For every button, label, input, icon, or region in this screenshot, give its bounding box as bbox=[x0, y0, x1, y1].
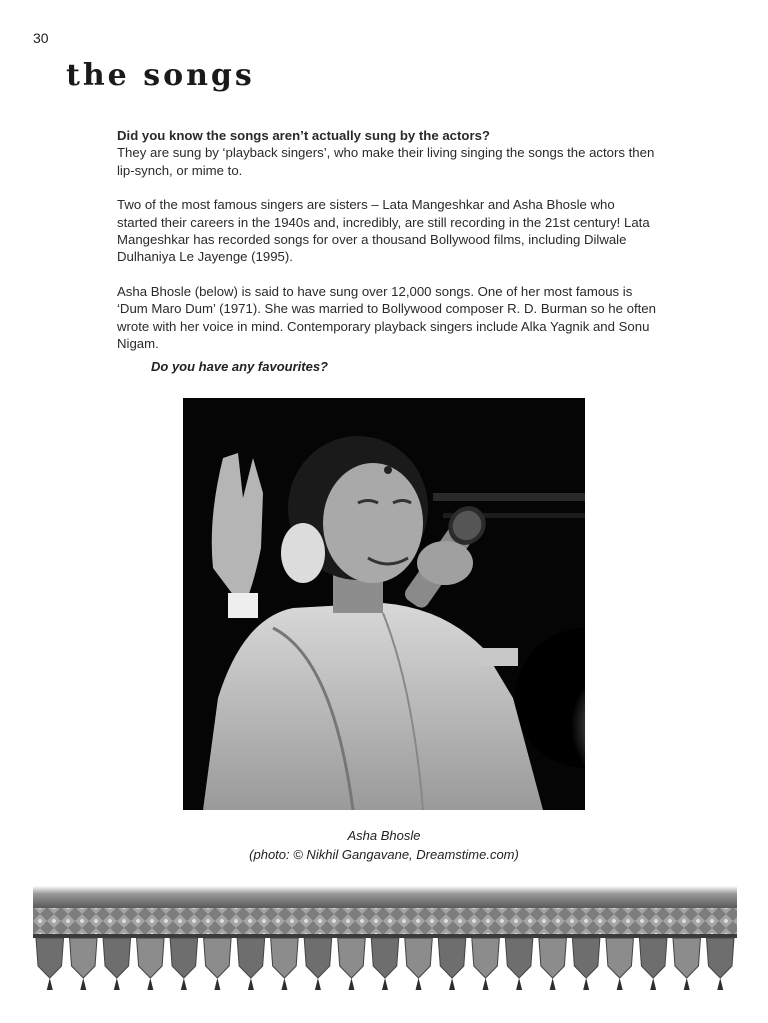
toran-flap bbox=[36, 938, 64, 978]
toran-tassel bbox=[382, 978, 388, 990]
toran-illustration bbox=[33, 886, 737, 994]
toran-flap bbox=[639, 938, 667, 978]
toran-tassel bbox=[214, 978, 220, 990]
toran-flap bbox=[338, 938, 366, 978]
toran-tassel bbox=[617, 978, 623, 990]
toran-tassel bbox=[114, 978, 120, 990]
article-body bbox=[117, 127, 657, 369]
caption-name: Asha Bhosle bbox=[347, 828, 421, 843]
toran-flap bbox=[170, 938, 198, 978]
toran-tassel bbox=[650, 978, 656, 990]
toran-tassel bbox=[348, 978, 354, 990]
toran-flap bbox=[103, 938, 131, 978]
toran-flap bbox=[204, 938, 232, 978]
toran-flap bbox=[371, 938, 399, 978]
toran-flap bbox=[438, 938, 466, 978]
toran-flap bbox=[70, 938, 98, 978]
toran-tassel bbox=[181, 978, 187, 990]
paragraph-asha: Asha Bhosle (below) is said to have sung over 12,000 songs. One of her most famous is ‘Dum Maro Dum’ (1971). She was married to Bollywood composer R. D. Burman so he often wrote with her voice in mind. Contemporary playback singers include Alka Yagnik and Sonu Nigam. bbox=[117, 283, 656, 352]
toran-tassel bbox=[248, 978, 254, 990]
toran-flap bbox=[539, 938, 567, 978]
toran-tassel bbox=[717, 978, 723, 990]
page-number: 30 bbox=[33, 30, 49, 46]
singer-photo bbox=[183, 398, 585, 810]
toran-flap bbox=[673, 938, 701, 978]
prompt-question: Do you have any favourites? bbox=[151, 359, 328, 374]
toran-flap bbox=[405, 938, 433, 978]
singer-photo-illustration bbox=[183, 398, 585, 810]
lead-question: Did you know the songs aren’t actually sung by the actors? bbox=[117, 128, 490, 143]
toran-tassel bbox=[147, 978, 153, 990]
toran-tassel bbox=[550, 978, 556, 990]
toran-flap bbox=[706, 938, 734, 978]
toran-flap bbox=[271, 938, 299, 978]
paragraph-sisters: Two of the most famous singers are sisters – Lata Mangeshkar and Asha Bhosle who started their careers in the 1940s and, incredibly, are still recording in the 21st century! Lata Mangeshkar has recorded songs for over a thousand Bollywood films, including Dilwale Dulhaniya Le Jayenge (1995). bbox=[117, 197, 650, 265]
lead-answer: They are sung by ‘playback singers’, who make their living singing the songs the actors then lip-synch, or mime to. bbox=[117, 145, 655, 178]
toran-flap bbox=[137, 938, 165, 978]
photo-caption bbox=[184, 826, 584, 864]
caption-credit: (photo: © Nikhil Gangavane, Dreamstime.com) bbox=[249, 847, 519, 862]
decorative-toran-border bbox=[33, 886, 737, 994]
toran-tassel bbox=[315, 978, 321, 990]
toran-flap bbox=[237, 938, 265, 978]
toran-flap bbox=[606, 938, 634, 978]
toran-tassel bbox=[47, 978, 53, 990]
toran-tassel bbox=[516, 978, 522, 990]
toran-tassel bbox=[583, 978, 589, 990]
toran-flap bbox=[304, 938, 332, 978]
toran-tassel bbox=[281, 978, 287, 990]
toran-tassel bbox=[80, 978, 86, 990]
toran-flap bbox=[505, 938, 533, 978]
section-title: the songs bbox=[66, 58, 255, 93]
intro-paragraph bbox=[117, 127, 657, 179]
toran-flap bbox=[472, 938, 500, 978]
toran-tassel bbox=[483, 978, 489, 990]
toran-tassel bbox=[416, 978, 422, 990]
toran-tassel bbox=[449, 978, 455, 990]
toran-flap bbox=[572, 938, 600, 978]
toran-tassel bbox=[684, 978, 690, 990]
